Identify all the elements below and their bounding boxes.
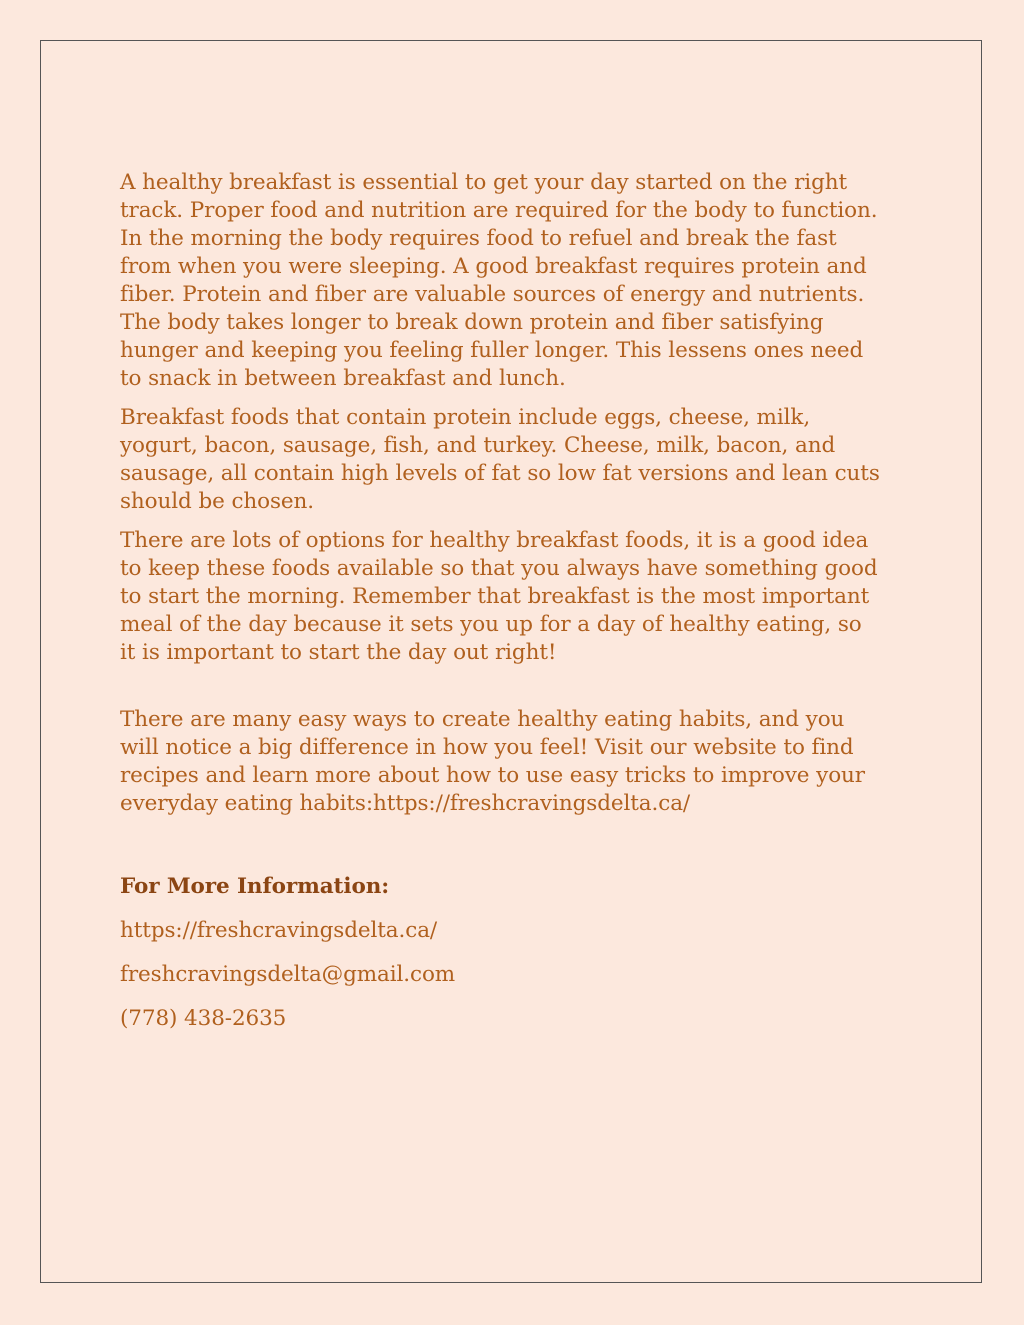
- protein-foods-paragraph: Breakfast foods that contain protein include eggs, cheese, milk, yogurt, bacon, sausage, fish, and turkey. Cheese, milk, bacon, and sausage, all contain high levels of fat so low fat versions and lean cuts should be chosen.: [120, 405, 880, 514]
- document-page: [40, 40, 982, 1283]
- contact-website: https://freshcravingsdelta.ca/: [120, 918, 438, 943]
- contact-heading: For More Information:: [120, 874, 390, 899]
- contact-phone: (778) 438-2635: [120, 1006, 287, 1031]
- contact-email: freshcravingsdelta@gmail.com: [120, 962, 456, 987]
- intro-paragraph: A healthy breakfast is essential to get your day started on the right track. Proper food and nutrition are required for the body to function. In the morning the body requires food to refuel and break the fast from when you were sleeping. A good breakfast requires protein and fiber. Protein and fiber are valuable sources of energy and nutrients. The body takes longer to break down protein and fiber satisfying hunger and keeping you feeling fuller longer. This lessens ones need to snack in between breakfast and lunch.: [120, 170, 878, 391]
- options-paragraph: There are lots of options for healthy breakfast foods, it is a good idea to keep these foods available so that you always have something good to start the morning. Remember that breakfast is the most important meal of the day because it sets you up for a day of healthy eating, so it is important to start the day out right!: [120, 528, 878, 665]
- habits-paragraph: There are many easy ways to create healthy eating habits, and you will notice a big difference in how you feel! Visit our website to find recipes and learn more about how to use easy tricks to improve your everyday eating habits:https://freshcravingsdelta.ca/: [120, 707, 865, 816]
- document-content: [120, 169, 880, 1033]
